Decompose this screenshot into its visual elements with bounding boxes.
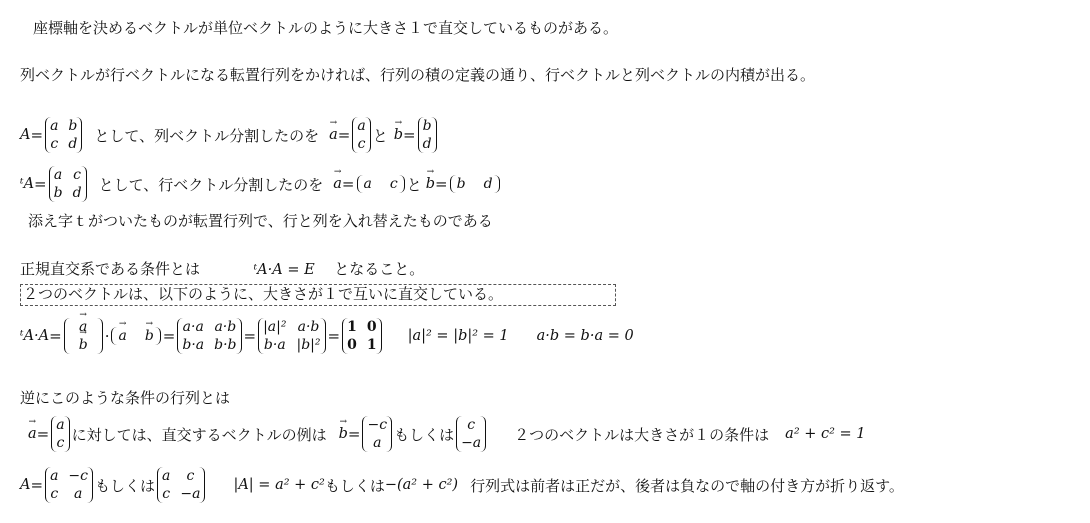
formula-row-A-candidates: A = a −c c a もしくは a c c −a |A| = a² + c² もしくは −(a² + c²) 行列式は前者は正だが、後者は負なので軸の付き方が折り返す。	[20, 468, 904, 502]
vector-b-row	[450, 175, 500, 193]
matrix-cell: c	[50, 486, 59, 502]
norm-condition: |a|² = |b|² = 1	[407, 328, 509, 344]
matrix-cell: b·b	[214, 337, 237, 353]
text-line-2: 列ベクトルが行ベクトルになる転置行列をかければ、行列の積の定義の通り、行ベクトルと列ベクトルの内積が出る。	[20, 66, 816, 84]
determinant-positive: |A| = a² + c²	[233, 477, 325, 493]
matrix-cell: c	[50, 136, 59, 152]
matrix-cell: −a	[461, 435, 482, 451]
matrix-cell: a	[74, 486, 83, 502]
vector-a-label: → a	[329, 127, 338, 143]
vector-b-label: → b	[339, 426, 348, 442]
matrix-cell: c	[467, 417, 476, 433]
matrix-cell: a	[56, 417, 65, 433]
matrix-cell: c	[186, 468, 195, 484]
matrix-column-vectors	[111, 327, 160, 345]
formula-row-A-column-split: A = a b c d として、列ベクトル分割したのを → a = a c と → b = b d	[20, 113, 439, 157]
text-line-1: 座標軸を決めるベクトルが単位ベクトルのように大きさ１で直交しているものがある。	[33, 19, 619, 37]
condition-tail: となること。	[334, 260, 425, 278]
matrix-cell: → b	[145, 328, 154, 344]
matrix-cell: 1	[347, 319, 357, 335]
matrix-cell: 1	[366, 337, 377, 353]
matrix-cell: a	[373, 435, 382, 451]
dot-operator: ·	[104, 327, 110, 345]
vector-b-example-2	[456, 416, 486, 452]
formula-row-orthogonal-examples: → a = a c に対しては、直交するベクトルの例は → b = −c a もしくは c −a ２つのベクトルは大きさが１の条件は a² + c² = 1	[28, 411, 866, 457]
matrix-cell: b·a	[182, 337, 205, 353]
matrix-cell: |a|²	[263, 319, 287, 335]
vector-b-column	[418, 117, 437, 153]
text-line-5: 添え字ｔがついたものが転置行列で、行と列を入れ替えたものである	[28, 212, 493, 230]
vector-a-label: → a	[28, 426, 37, 442]
equals-sign: =	[30, 126, 44, 144]
vector-b-label: → b	[426, 176, 435, 192]
matrix-cell: c	[162, 486, 171, 502]
determinant-explanation: 行列式は前者は正だが、後者は負なので軸の付き方が折り返す。	[470, 476, 904, 495]
vector-b-label: → b	[394, 127, 403, 143]
equals-sign: =	[34, 175, 47, 193]
matrix-identity	[342, 318, 382, 354]
formula-row-tAA: ᵗA·A = → a → b · → a → b = a·a a·b b·a b·b = |a|² a·b b·a |b|² = 1 0 0 1 |a|² = |b|² = 1 a·b = b·a = 0	[20, 313, 634, 359]
matrix-inner-products	[177, 318, 241, 354]
matrix-cell: a	[50, 468, 59, 484]
matrix-tA	[49, 166, 87, 202]
matrix-cell: → a	[118, 328, 126, 344]
matrix-cell: c	[389, 176, 398, 192]
matrix-cell: −a	[180, 486, 201, 502]
matrix-row-vectors	[64, 318, 103, 354]
or-text: もしくは	[394, 425, 455, 444]
matrix-cell: d	[72, 185, 82, 201]
orthonormal-condition-formula: ᵗA·A = E	[253, 262, 315, 278]
condition-text: 正規直交系である条件とは	[20, 260, 201, 278]
matrix-cell: −c	[68, 468, 88, 484]
matrix-cell: a	[162, 468, 171, 484]
matrix-name-tA: ᵗA	[20, 176, 35, 192]
row10-text-2: ２つのベクトルは大きさが１の条件は	[514, 425, 770, 444]
matrix-cell: c	[73, 167, 81, 183]
matrix-cell: b	[68, 118, 78, 134]
matrix-rotation	[45, 467, 93, 503]
matrix-cell: d	[68, 136, 78, 152]
matrix-cell: 0	[366, 319, 377, 335]
unit-length-condition: a² + c² = 1	[785, 426, 866, 442]
conjunction-to: と	[406, 175, 422, 194]
matrix-name-A: A	[20, 477, 31, 493]
vector-a-label: → a	[333, 176, 342, 192]
matrix-cell: a·a	[182, 319, 204, 335]
vector-b-example-1	[362, 416, 392, 452]
text-line-6	[20, 262, 424, 278]
matrix-cell: a	[50, 118, 59, 134]
matrix-cell: a	[363, 176, 372, 192]
row4-text: として、行ベクトル分割したのを	[98, 175, 324, 194]
determinant-negative: −(a² + c²)	[384, 477, 459, 493]
matrix-cell: a·b	[214, 319, 237, 335]
matrix-reflection	[157, 467, 205, 503]
matrix-cell: a	[53, 167, 63, 183]
matrix-cell: d	[422, 136, 432, 152]
matrix-cell: → a	[79, 319, 88, 335]
conjunction-to: と	[372, 126, 388, 145]
vector-a-column	[352, 117, 370, 153]
matrix-cell: b	[422, 118, 432, 134]
matrix-cell: c	[357, 136, 366, 152]
matrix-cell: b	[456, 176, 466, 192]
vector-a-column	[51, 416, 69, 452]
matrix-cell: → b	[79, 337, 88, 353]
matrix-cell: |b|²	[296, 337, 321, 353]
matrix-name-A: A	[20, 127, 31, 143]
matrix-cell: c	[56, 435, 65, 451]
matrix-cell: a·b	[297, 319, 320, 335]
vector-a-row	[357, 175, 405, 193]
row10-text: に対しては、直交するベクトルの例は	[71, 425, 327, 444]
tAA-label: ᵗA·A	[20, 328, 50, 344]
matrix-cell: b	[53, 185, 63, 201]
text-line-9: 逆にこのような条件の行列とは	[20, 389, 231, 407]
or-text: もしくは	[324, 476, 385, 495]
orthogonality-condition: a·b = b·a = 0	[536, 328, 634, 344]
formula-row-tA-row-split: ᵗA = a c b d として、行ベクトル分割したのを → a = a c と → b = b d	[20, 162, 502, 206]
text-line-7: ２つのベクトルは、以下のように、大きさが１で互いに直交している。	[23, 285, 504, 303]
matrix-cell: b·a	[263, 337, 286, 353]
matrix-A	[45, 117, 82, 153]
or-text: もしくは	[95, 476, 156, 495]
matrix-norms	[258, 318, 325, 354]
row3-text: として、列ベクトル分割したのを	[94, 126, 320, 145]
matrix-cell: −c	[367, 417, 388, 433]
matrix-cell: 0	[347, 337, 357, 353]
matrix-cell: a	[357, 118, 366, 134]
matrix-cell: d	[483, 176, 493, 192]
